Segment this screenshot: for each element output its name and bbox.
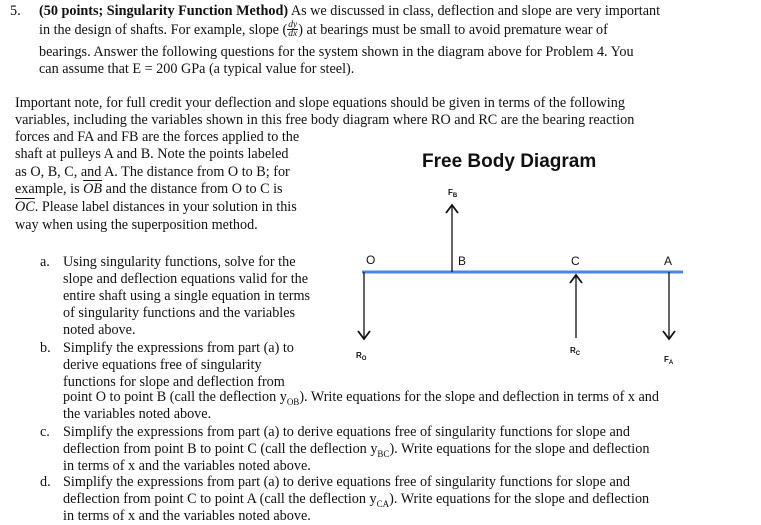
part-a-line: of singularity functions and the variables — [63, 305, 296, 321]
note-line-1: Important note, for full credit your deflection and slope equations should be given in terms of the following — [15, 95, 625, 111]
note-line-8: way when using the superposition method. — [15, 217, 258, 233]
part-b-line: the variables noted above. — [63, 406, 212, 422]
note-line-2: variables, including the variables shown in this free body diagram where RO and RC are the bearing reaction — [15, 112, 635, 128]
part-c-line: Simplify the expressions from part (a) to derive equations free of singularity functions for slope and — [63, 424, 630, 440]
part-a-letter: a. — [40, 254, 50, 270]
note-line-4: shaft at pulleys A and B. Note the points labeled — [15, 146, 289, 162]
problem-header: (50 points; Singularity Function Method) — [39, 3, 289, 19]
part-b-line: point O to point B (call the deflection $y_{OB}$). Write equations for the slope and deflection in terms of x and — [63, 389, 659, 407]
point-b-label: B — [458, 254, 467, 268]
part-b-line: Simplify the expressions from part (a) to — [63, 340, 294, 356]
distance-ob: $\overline{OB}$ — [83, 181, 103, 197]
note-line-3: forces and FA and FB are the forces applied to the — [15, 129, 300, 145]
part-a-line: noted above. — [63, 322, 136, 338]
slope-fraction: $\frac{dy}{dx}$ — [288, 20, 298, 40]
note-line-6: example, is $\overline{OB}$ and the distance from O to C is — [15, 181, 283, 197]
part-b-line: functions for slope and deflection from — [63, 374, 285, 390]
part-c-line: deflection from point B to point C (call the deflection $y_{BC}$). Write equations for the slope and deflection — [63, 441, 650, 459]
part-b-line: derive equations free of singularity — [63, 357, 262, 373]
point-o-label: O — [366, 253, 376, 267]
note-line-7: $\overline{OC}$. Please label distances in your solution in this — [15, 199, 297, 215]
part-d-line: in terms of x and the variables noted above. — [63, 508, 311, 524]
part-c-line: in terms of x and the variables noted above. — [63, 458, 311, 474]
part-c-letter: c. — [40, 424, 50, 440]
fbd-title: Free Body Diagram — [422, 151, 597, 172]
part-b-letter: b. — [40, 340, 51, 356]
problem-intro-line-4: can assume that E = 200 GPa (a typical value for steel). — [39, 61, 355, 77]
problem-intro-line-3: bearings. Answer the following questions for the system shown in the diagram above for Problem 4. You — [39, 44, 634, 60]
force-fa-label: $F_A$ — [664, 355, 674, 366]
part-a-line: slope and deflection equations valid for the — [63, 271, 309, 287]
point-c-label: C — [571, 254, 580, 268]
force-rc-label: $R_C$ — [570, 346, 581, 357]
problem-intro-line-2: in the design of shafts. For example, slope ( $\frac{dy}{dx}$ ) at bearings must be small to avoid premature wear of — [39, 20, 608, 40]
force-fb-label: $F_B$ — [448, 188, 458, 199]
part-d-letter: d. — [40, 474, 51, 490]
problem-number: 5. — [10, 3, 21, 19]
part-d-line: deflection from point C to point A (call the deflection $y_{CA}$). Write equations for the slope and deflection — [63, 491, 650, 509]
note-line-5: as O, B, C, and A. The distance from O to B; for — [15, 164, 290, 180]
force-ro-label: $R_O$ — [356, 351, 367, 362]
point-a-label: A — [664, 254, 673, 268]
part-a-line: Using singularity functions, solve for the — [63, 254, 296, 270]
distance-oc: $\overline{OC}$ — [15, 199, 35, 215]
problem-intro-line-1: (50 points; Singularity Function Method) As we discussed in class, deflection and slope are very important — [39, 3, 661, 19]
part-d-line: Simplify the expressions from part (a) to derive equations free of singularity functions for slope and — [63, 474, 630, 490]
part-a-line: entire shaft using a single equation in terms — [63, 288, 311, 304]
